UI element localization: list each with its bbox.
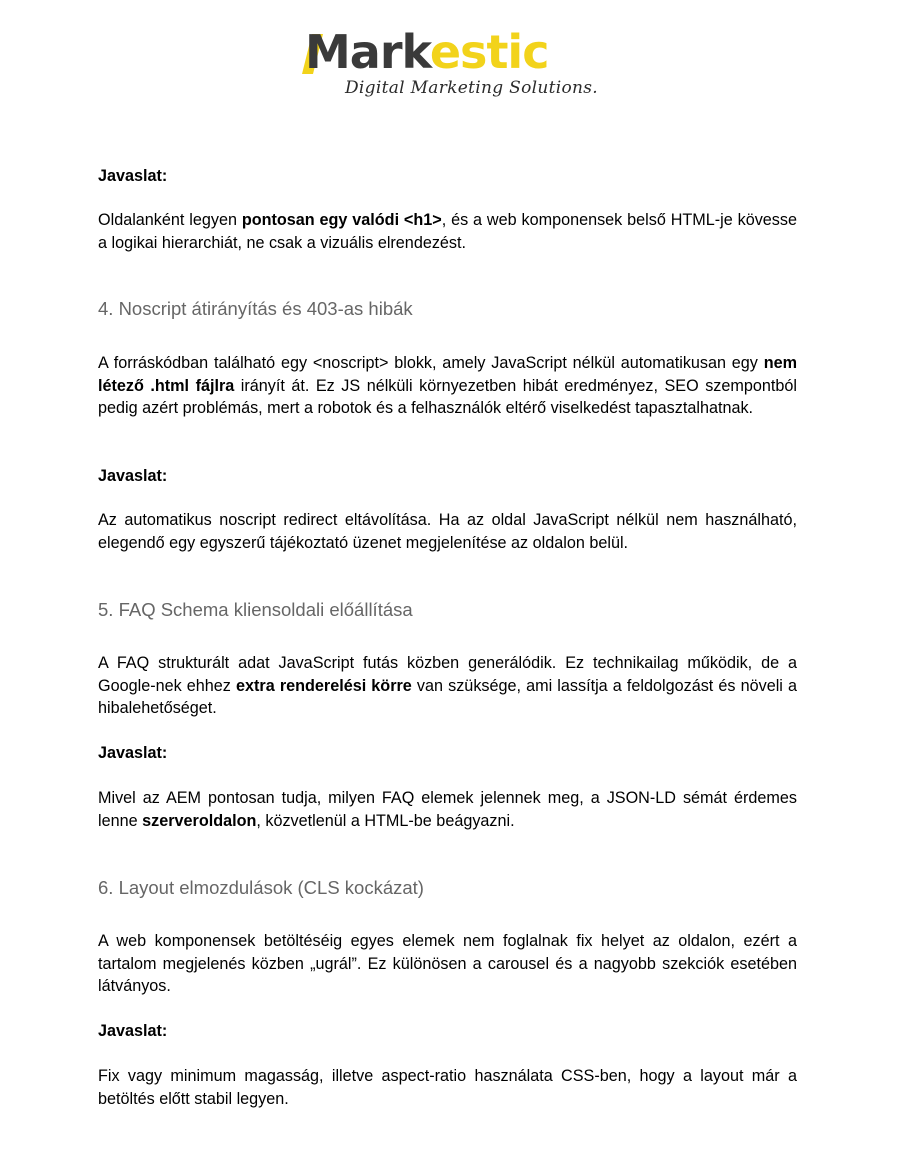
- logo-word-part2: estic: [429, 25, 549, 79]
- paragraph: Fix vagy minimum magasság, illetve aspect-ratio használata CSS-ben, hogy a layout már a betöltés előtt stabil legyen.: [98, 1067, 797, 1108]
- paragraph: Oldalanként legyen pontosan egy valódi <h1>, és a web komponensek belső HTML-je kövesse a logikai hierarchiát, ne csak a vizuális elrendezést.: [98, 211, 797, 252]
- paragraph: Az automatikus noscript redirect eltávolítása. Ha az oldal JavaScript nélkül nem használható, elegendő egy egyszerű tájékoztató üzenet megjelenítése az oldalon belül.: [98, 511, 797, 552]
- markestic-logo: [305, 24, 598, 106]
- section-heading-5: 5. FAQ Schema kliensoldali előállítása: [98, 599, 413, 620]
- logo-wordmark: [305, 24, 548, 80]
- logo-word-part1: Mark: [305, 25, 430, 79]
- paragraph: Mivel az AEM pontosan tudja, milyen FAQ elemek jelennek meg, a JSON-LD sémát érdemes lenne szerveroldalon, közvetlenül a HTML-be beágyazni.: [98, 789, 797, 830]
- paragraph: A FAQ strukturált adat JavaScript futás közben generálódik. Ez technikailag működik, de a Google-nek ehhez extra renderelési körre van szüksége, ami lassítja a feldolgozást és növeli a hibalehetőséget.: [98, 654, 797, 717]
- section-heading-6: 6. Layout elmozdulások (CLS kockázat): [98, 877, 424, 898]
- paragraph: A forráskódban található egy <noscript> blokk, amely JavaScript nélkül automatikusan egy nem létező .html fájlra irányít át. Ez JS nélküli környezetben hibát eredményez, SEO szempontból pedig azért problémás, mert a robotok és a felhasználók eltérő viselkedést tapasztalhatnak.: [98, 354, 797, 417]
- recommendation-label: Javaslat:: [98, 744, 168, 762]
- section-heading-4: 4. Noscript átirányítás és 403-as hibák: [98, 298, 413, 319]
- recommendation-label: Javaslat:: [98, 167, 168, 185]
- logo-tagline: Digital Marketing Solutions.: [345, 78, 598, 98]
- recommendation-label: Javaslat:: [98, 467, 168, 485]
- recommendation-label: Javaslat:: [98, 1022, 168, 1040]
- paragraph: A web komponensek betöltéséig egyes elemek nem foglalnak fix helyet az oldalon, ezért a tartalom megjelenés közben „ugrál”. Ez különösen a carousel és a nagyobb szekciók esetében látványos.: [98, 932, 797, 995]
